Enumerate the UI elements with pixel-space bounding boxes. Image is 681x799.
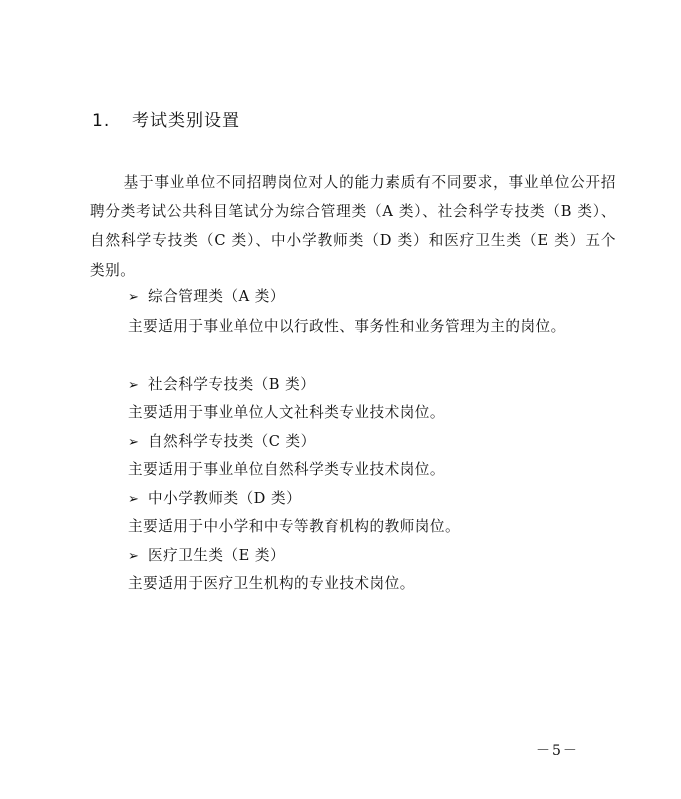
- arrow-bullet-icon: ➢: [128, 549, 140, 564]
- category-item-e: [128, 541, 654, 571]
- category-item-c: [128, 427, 654, 457]
- category-item-b: [128, 370, 654, 400]
- arrow-bullet-icon: ➢: [128, 492, 140, 507]
- category-name: 社会科学专技类（B 类）: [148, 376, 316, 393]
- category-name: 综合管理类（A 类）: [148, 288, 285, 305]
- arrow-bullet-icon: ➢: [128, 290, 140, 305]
- arrow-bullet-icon: ➢: [128, 378, 140, 393]
- category-item-a: [128, 282, 654, 312]
- arrow-bullet-icon: ➢: [128, 435, 140, 450]
- category-name: 中小学教师类（D 类）: [148, 490, 302, 507]
- category-description: 主要适用于事业单位中以行政性、事务性和业务管理为主的岗位。: [128, 318, 566, 335]
- section-number: 1.: [92, 111, 111, 131]
- category-item-d: [128, 484, 654, 514]
- section-heading: [92, 106, 240, 131]
- page-number: －5－: [536, 743, 579, 759]
- category-description: 主要适用于医疗卫生机构的专业技术岗位。: [128, 575, 415, 592]
- category-description: 主要适用于中小学和中专等教育机构的教师岗位。: [128, 518, 461, 535]
- intro-paragraph: 基于事业单位不同招聘岗位对人的能力素质有不同要求，事业单位公开招聘分类考试公共科目笔试分为综合管理类（A 类）、社会科学专技类（B 类）、自然科学专技类（C 类）、中小学教师类（D 类）和医疗卫生类（E 类）五个类别。: [90, 174, 616, 279]
- category-description: 主要适用于事业单位人文社科类专业技术岗位。: [128, 404, 445, 421]
- category-description: 主要适用于事业单位自然科学类专业技术岗位。: [128, 461, 445, 478]
- category-name: 医疗卫生类（E 类）: [148, 547, 286, 564]
- section-title: 考试类别设置: [132, 111, 240, 131]
- category-name: 自然科学专技类（C 类）: [148, 433, 316, 450]
